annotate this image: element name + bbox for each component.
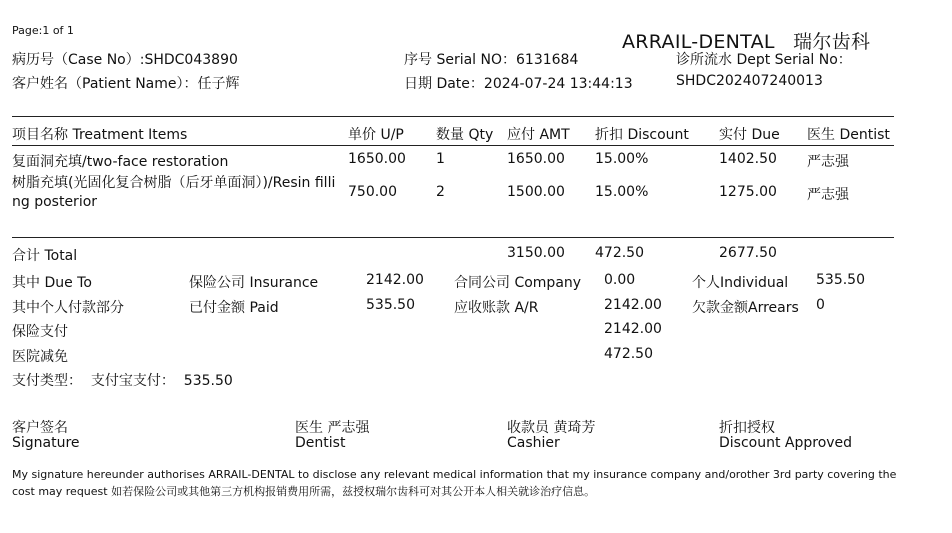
insurance-paid-label: 保险支付 <box>12 324 68 340</box>
divider <box>12 145 894 146</box>
serial-number: 序号 Serial NO：6131684 <box>404 52 579 68</box>
page-number: Page:1 of 1 <box>12 24 74 37</box>
column-header-unit-price: 单价 U/P <box>348 127 404 143</box>
dentist: 严志强 <box>807 187 849 203</box>
ar-label: 应收账款 A/R <box>454 300 539 316</box>
dept-serial-label: 诊所流水 Dept Serial No： <box>676 52 852 68</box>
column-header-due: 实付 Due <box>719 127 780 143</box>
discount-approval-en: Discount Approved <box>719 435 853 451</box>
insurance-label: 保险公司 Insurance <box>189 275 319 291</box>
insurance-value: 2142.00 <box>366 272 424 288</box>
payment-type: 支付类型： 支付宝支付： 535.50 <box>12 373 233 389</box>
individual-label: 个人Individual <box>692 275 789 291</box>
amount: 1500.00 <box>507 184 565 200</box>
ar-value: 2142.00 <box>604 297 662 313</box>
dentist-signature <box>295 421 369 451</box>
personal-part-label: 其中个人付款部分 <box>12 300 124 316</box>
unit-price: 750.00 <box>348 184 397 200</box>
column-header-discount: 折扣 Discount <box>595 127 689 143</box>
brand-name-cn: 瑞尔齿科 <box>793 31 871 53</box>
dept-serial-value: SHDC202407240013 <box>676 73 823 89</box>
dentist-signature-en: Dentist <box>295 435 346 451</box>
dentist-signature-cn: 医生 严志强 <box>295 420 370 436</box>
discount: 15.00% <box>595 151 649 167</box>
unit-price: 1650.00 <box>348 151 406 167</box>
hospital-reduction-label: 医院减免 <box>12 349 68 365</box>
case-number: 病历号（Case No）:SHDC043890 <box>12 52 238 68</box>
column-header-qty: 数量 Qty <box>436 127 494 143</box>
individual-value: 535.50 <box>816 272 865 288</box>
item-name: 复面洞充填/two-face restoration <box>12 154 229 170</box>
discount: 15.00% <box>595 184 649 200</box>
item-name: 树脂充填(光固化复合树脂（后牙单面洞）)/Resin filling posterior <box>12 175 336 210</box>
due: 1275.00 <box>719 184 777 200</box>
visit-date: 日期 Date：2024-07-24 13:44:13 <box>404 76 633 92</box>
quantity: 2 <box>436 184 445 200</box>
amount: 1650.00 <box>507 151 565 167</box>
quantity: 1 <box>436 151 445 167</box>
discount-approval <box>719 421 852 451</box>
company-value: 0.00 <box>604 272 636 288</box>
company-label: 合同公司 Company <box>454 275 582 291</box>
arrears-value: 0 <box>816 297 825 313</box>
brand-name-en: ARRAIL-DENTAL <box>622 31 775 53</box>
disclaimer-text: My signature hereunder authorises ARRAIL-DENTAL to disclose any relevant medical information that my insurance company and/orother 3rd party covering the cost may request 如若保险公司或其他第三方机构报销费用所需，兹授权瑞尔齿科可对其公开本人相关就诊治疗信息。 <box>12 468 897 498</box>
divider <box>12 237 894 238</box>
customer-signature-cn: 客户签名 <box>12 420 68 436</box>
due-to-label: 其中 Due To <box>12 275 92 291</box>
column-header-amount: 应付 AMT <box>507 127 570 143</box>
due: 1402.50 <box>719 151 777 167</box>
column-header-item: 项目名称 Treatment Items <box>12 127 188 143</box>
insurance-paid-value: 2142.00 <box>604 321 662 337</box>
cashier-signature <box>507 421 595 451</box>
cashier-signature-cn: 收款员 黄琦芳 <box>507 420 596 436</box>
discount-approval-cn: 折扣授权 <box>719 420 775 436</box>
paid-label: 已付金额 Paid <box>189 300 279 316</box>
divider <box>12 116 894 117</box>
hospital-reduction-value: 472.50 <box>604 346 653 362</box>
total-label: 合计 Total <box>12 248 78 264</box>
cashier-signature-en: Cashier <box>507 435 560 451</box>
customer-signature <box>12 421 80 451</box>
total-amount: 3150.00 <box>507 245 565 261</box>
arrears-label: 欠款金额Arrears <box>692 300 799 316</box>
customer-signature-en: Signature <box>12 435 80 451</box>
total-discount: 472.50 <box>595 245 644 261</box>
patient-name: 客户姓名（Patient Name）：任子辉 <box>12 76 240 92</box>
total-due: 2677.50 <box>719 245 777 261</box>
paid-value: 535.50 <box>366 297 415 313</box>
column-header-dentist: 医生 Dentist <box>807 127 890 143</box>
dentist: 严志强 <box>807 154 849 170</box>
